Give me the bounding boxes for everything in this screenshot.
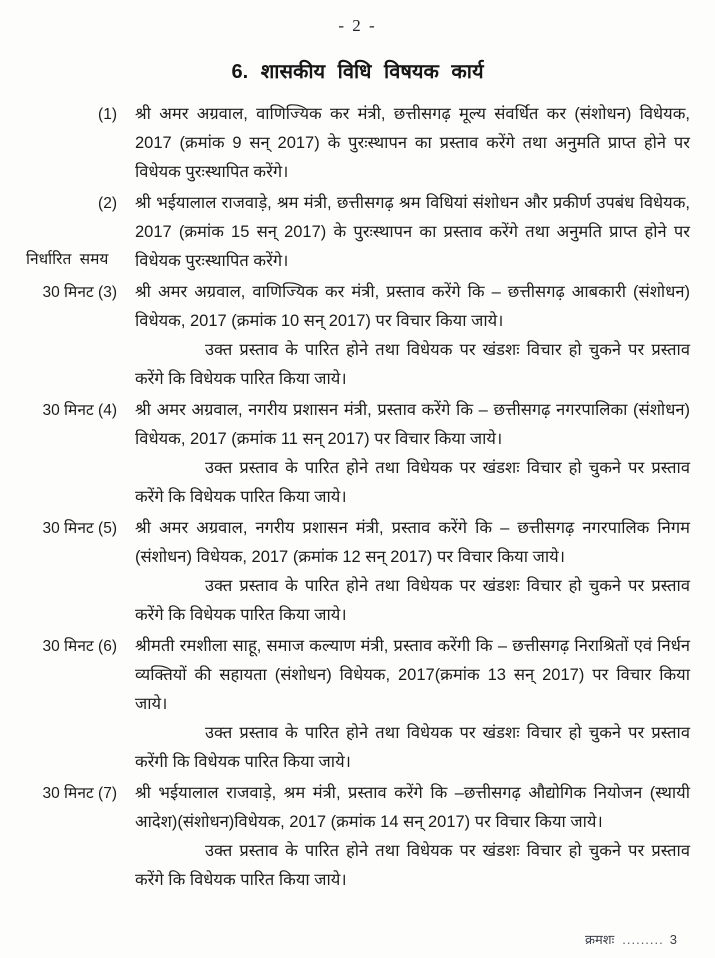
item-text: श्री भईयालाल राजवाड़े, श्रम मंत्री, प्रस्ताव करेंगे कि –छत्तीसगढ़ औद्योगिक नियोजन (स्थायी आदेश)(संशोधन)विधेयक, 2017 (क्रमांक 14 सन् 2017) पर विचार किया जाये। (135, 784, 690, 831)
item-number: (2) (98, 195, 117, 212)
item-number: (1) (98, 106, 117, 123)
item-subtext: उक्त प्रस्ताव के पारित होने तथा विधेयक पर खंडशः विचार हो चुकने पर प्रस्ताव करेंगे कि विधेयक पारित किया जाये। (135, 459, 690, 506)
item-body (135, 514, 690, 630)
item-text: श्री अमर अग्रवाल, नगरीय प्रशासन मंत्री, प्रस्ताव करेंगे कि – छत्तीसगढ़ नगरपालिक निगम (संशोधन) विधेयक, 2017 (क्रमांक 12 सन् 2017) पर विचार किया जाये। (135, 519, 690, 566)
item-number: (4) (98, 402, 117, 419)
page-number: - 2 - (338, 16, 377, 35)
item-subtext: उक्त प्रस्ताव के पारित होने तथा विधेयक पर खंडशः विचार हो चुकने पर प्रस्ताव करेंगी कि विधेयक पारित किया जाये। (135, 724, 690, 771)
item-margin (0, 514, 135, 630)
item-margin (0, 632, 135, 777)
item-body (135, 779, 690, 895)
agenda-item-7 (0, 779, 690, 895)
item-text: श्री भईयालाल राजवाड़े, श्रम मंत्री, छत्तीसगढ़ श्रम विधियां संशोधन और प्रकीर्ण उपबंध विधेयक, 2017 (क्रमांक 15 सन् 2017) के पुरःस्थापन का प्रस्ताव करेंगे तथा अनुमति प्राप्त होने पर विधेयक पुरःस्थापित करेंगे। (135, 194, 690, 270)
item-subtext: उक्त प्रस्ताव के पारित होने तथा विधेयक पर खंडशः विचार हो चुकने पर प्रस्ताव करेंगे कि विधेयक पारित किया जाये। (135, 577, 690, 624)
item-subtext: उक्त प्रस्ताव के पारित होने तथा विधेयक पर खंडशः विचार हो चुकने पर प्रस्ताव करेंगे कि विधेयक पारित किया जाये। (135, 341, 690, 388)
item-body (135, 396, 690, 512)
agenda-item-3 (0, 278, 690, 394)
item-margin (0, 779, 135, 895)
item-body (135, 632, 690, 777)
item-time: 30 मिनट (42, 520, 94, 537)
item-time: 30 मिनट (42, 284, 94, 301)
item-time: 30 मिनट (42, 638, 94, 655)
item-time: 30 मिनट (42, 785, 94, 802)
item-body (135, 100, 690, 187)
agenda-item-5 (0, 514, 690, 630)
item-subtext: उक्त प्रस्ताव के पारित होने तथा विधेयक पर खंडशः विचार हो चुकने पर प्रस्ताव करेंगे कि विधेयक पारित किया जाये। (135, 842, 690, 889)
agenda-item-6 (0, 632, 690, 777)
item-text: श्री अमर अग्रवाल, वाणिज्यिक कर मंत्री, छत्तीसगढ़ मूल्य संवर्धित कर (संशोधन) विधेयक, 2017 (क्रमांक 9 सन् 2017) के पुरःस्थापन का प्रस्ताव करेंगे तथा अनुमति प्राप्त होने पर विधेयक पुरःस्थापित करेंगे। (135, 105, 690, 181)
item-text: श्री अमर अग्रवाल, नगरीय प्रशासन मंत्री, प्रस्ताव करेंगे कि – छत्तीसगढ़ नगरपालिका (संशोधन) विधेयक, 2017 (क्रमांक 11 सन् 2017) पर विचार किया जाये। (135, 401, 690, 448)
footer-label: क्रमशः (585, 932, 615, 947)
agenda-list (0, 100, 715, 895)
item-number: (3) (98, 284, 117, 301)
item-margin (0, 396, 135, 512)
allotted-time-heading: निर्धारित समय (26, 251, 109, 268)
item-text: श्रीमती रमशीला साहू, समाज कल्याण मंत्री, प्रस्ताव करेंगी कि – छत्तीसगढ़ निराश्रितों एवं निर्धन व्यक्तियों की सहायता (संशोधन) विधेयक, 2017(क्रमांक 13 सन् 2017) पर विचार किया जाये। (135, 637, 690, 713)
footer-continuation (585, 930, 677, 948)
item-margin (0, 278, 135, 394)
item-body (135, 189, 690, 276)
item-text: श्री अमर अग्रवाल, वाणिज्यिक कर मंत्री, प्रस्ताव करेंगे कि – छत्तीसगढ़ आबकारी (संशोधन) विधेयक, 2017 (क्रमांक 10 सन् 2017) पर विचार किया जाये। (135, 283, 690, 330)
footer-next-page: 3 (669, 932, 677, 947)
footer-dots: ......... (622, 932, 664, 947)
item-margin (0, 100, 135, 187)
item-number: (6) (98, 638, 117, 655)
agenda-item-4 (0, 396, 690, 512)
item-number: (5) (98, 520, 117, 537)
document-title: 6. शासकीय विधि विषयक कार्य (231, 61, 484, 83)
item-time: 30 मिनट (42, 402, 94, 419)
item-body (135, 278, 690, 394)
agenda-item-1 (0, 100, 690, 187)
item-number: (7) (98, 785, 117, 802)
